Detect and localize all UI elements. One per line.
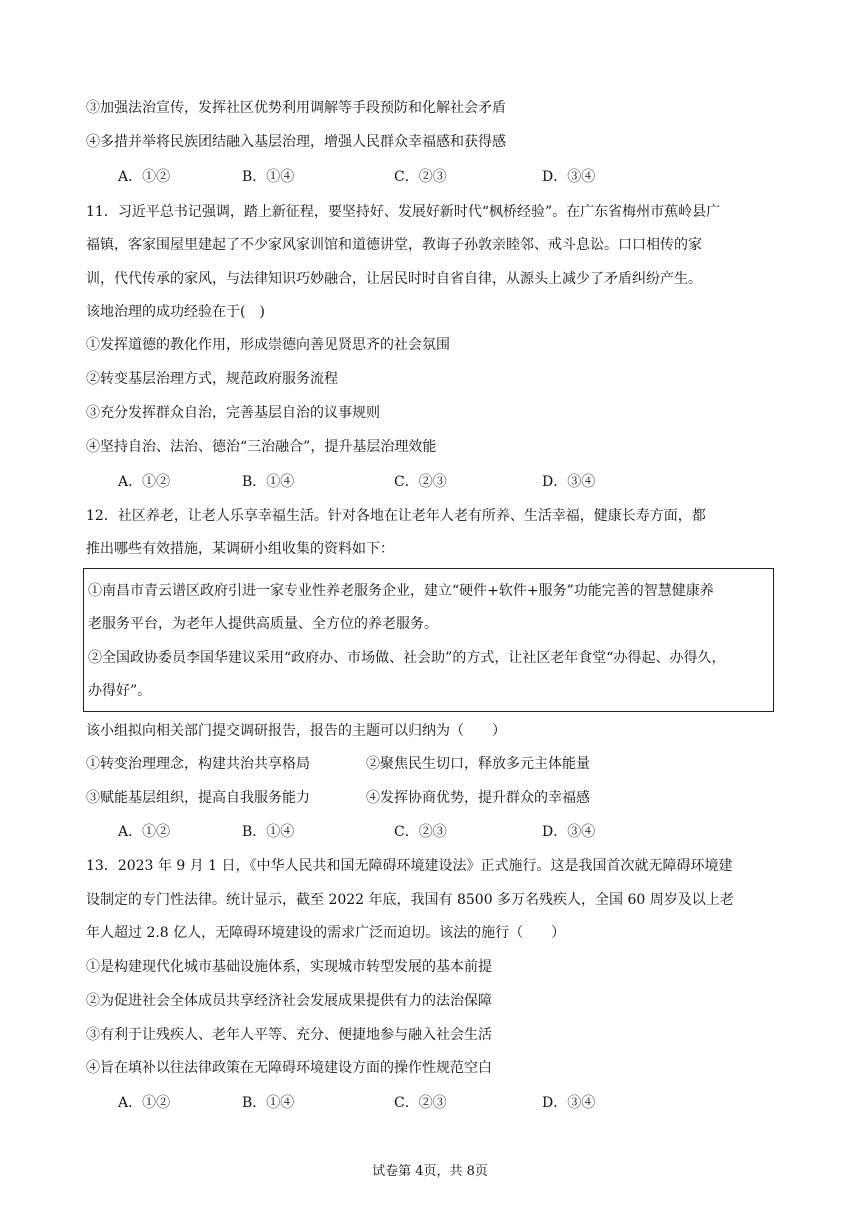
q13-option-a[interactable]: A．①② [118, 1095, 171, 1111]
q11-stem-line: 该地治理的成功经验在于( ) [86, 304, 265, 320]
q12-stem-line: 12．社区养老，让老人乐享幸福生活。针对各地在让老年人老有所养、生活幸福，健康长寿方面，都 [86, 508, 706, 524]
q13-options [118, 1093, 718, 1113]
q13-item-3: ③有利于让残疾人、老年人平等、充分、便捷地参与融入社会生活 [86, 1027, 492, 1043]
q13-stem-line: 年人超过 2.8 亿人，无障碍环境建设的需求广泛而迫切。该法的施行（ ） [86, 925, 566, 941]
q13-stem-line: 13．2023 年 9 月 1 日，《中华人民共和国无障碍环境建设法》正式施行。这是我国首次就无障碍环境建 [86, 858, 733, 874]
q11-option-d[interactable]: D．③④ [542, 474, 596, 490]
q11-option-a[interactable]: A．①② [118, 474, 171, 490]
q12-material-line: 办得好”。 [88, 683, 152, 699]
q13-item-2: ②为促进社会全体成员共享经济社会发展成果提供有力的法治保障 [86, 993, 492, 1009]
q12-material-line: 老服务平台，为老年人提供高质量、全方位的养老服务。 [88, 616, 438, 632]
q11-item-4: ④坚持自治、法治、德治“三治融合”，提升基层治理效能 [86, 439, 437, 455]
q10-option-c[interactable]: C．②③ [394, 169, 447, 185]
q13-item-4: ④旨在填补以往法律政策在无障碍环境建设方面的操作性规范空白 [86, 1060, 492, 1076]
q10-option-d[interactable]: D．③④ [542, 169, 596, 185]
q11-item-3: ③充分发挥群众自治，完善基层自治的议事规则 [86, 405, 380, 421]
q12-material-line: ①南昌市青云谱区政府引进一家专业性养老服务企业，建立“硬件+软件+服务”功能完善的智慧健康养 [88, 583, 714, 599]
page-footer: 试卷第 4页，共 8页 [372, 1164, 488, 1179]
q10-option-b[interactable]: B．①④ [242, 169, 295, 185]
q10-item-3: ③加强法治宣传，发挥社区优势利用调解等手段预防和化解社会矛盾 [86, 100, 506, 116]
q10-option-a[interactable]: A．①② [118, 169, 171, 185]
q11-options [118, 472, 718, 492]
q12-item-4: ④发挥协商优势，提升群众的幸福感 [366, 790, 590, 806]
q10-options [118, 167, 718, 187]
q11-option-c[interactable]: C．②③ [394, 474, 447, 490]
q11-item-2: ②转变基层治理方式，规范政府服务流程 [86, 371, 338, 387]
q11-option-b[interactable]: B．①④ [242, 474, 295, 490]
q12-material-line: ②全国政协委员李国华建议采用“政府办、市场做、社会助”的方式，让社区老年食堂“办得起、办得久， [88, 650, 726, 666]
q12-option-a[interactable]: A．①② [118, 824, 171, 840]
q12-stem-line: 推出哪些有效措施，某调研小组收集的资料如下： [86, 541, 394, 557]
q12-option-c[interactable]: C．②③ [394, 824, 447, 840]
q12-item-3: ③赋能基层组织，提高自我服务能力 [86, 790, 310, 806]
q12-items-row [86, 788, 786, 808]
q11-item-1: ①发挥道德的教化作用，形成崇德向善见贤思齐的社会氛围 [86, 337, 450, 353]
q10-item-4: ④多措并举将民族团结融入基层治理，增强人民群众幸福感和获得感 [86, 134, 506, 150]
q12-item-2: ②聚焦民生切口，释放多元主体能量 [366, 756, 590, 772]
q12-items-row [86, 754, 786, 774]
q12-question-line: 该小组拟向相关部门提交调研报告，报告的主题可以归纳为（ ） [86, 723, 506, 739]
q13-item-1: ①是构建现代化城市基础设施体系，实现城市转型发展的基本前提 [86, 959, 492, 975]
q13-stem-line: 设制定的专门性法律。统计显示，截至 2022 年底，我国有 8500 多万名残疾人，全国 60 周岁及以上老 [86, 892, 734, 908]
q12-option-b[interactable]: B．①④ [242, 824, 295, 840]
q12-option-d[interactable]: D．③④ [542, 824, 596, 840]
q13-option-b[interactable]: B．①④ [242, 1095, 295, 1111]
q12-options [118, 822, 718, 842]
q11-stem-line: 福镇，客家围屋里建起了不少家风家训馆和道德讲堂，教诲子孙敦亲睦邻、戒斗息讼。口口相传的家 [86, 237, 702, 253]
q12-material-box [83, 568, 774, 712]
q11-stem-line: 11．习近平总书记强调，踏上新征程，要坚持好、发展好新时代“枫桥经验”。在广东省梅州市蕉岭县广 [86, 204, 721, 220]
q13-option-d[interactable]: D．③④ [542, 1095, 596, 1111]
q11-stem-line: 训，代代传承的家风，与法律知识巧妙融合，让居民时时自省自律，从源头上减少了矛盾纠纷产生。 [86, 271, 702, 287]
q13-option-c[interactable]: C．②③ [394, 1095, 447, 1111]
q12-item-1: ①转变治理理念，构建共治共享格局 [86, 756, 310, 772]
